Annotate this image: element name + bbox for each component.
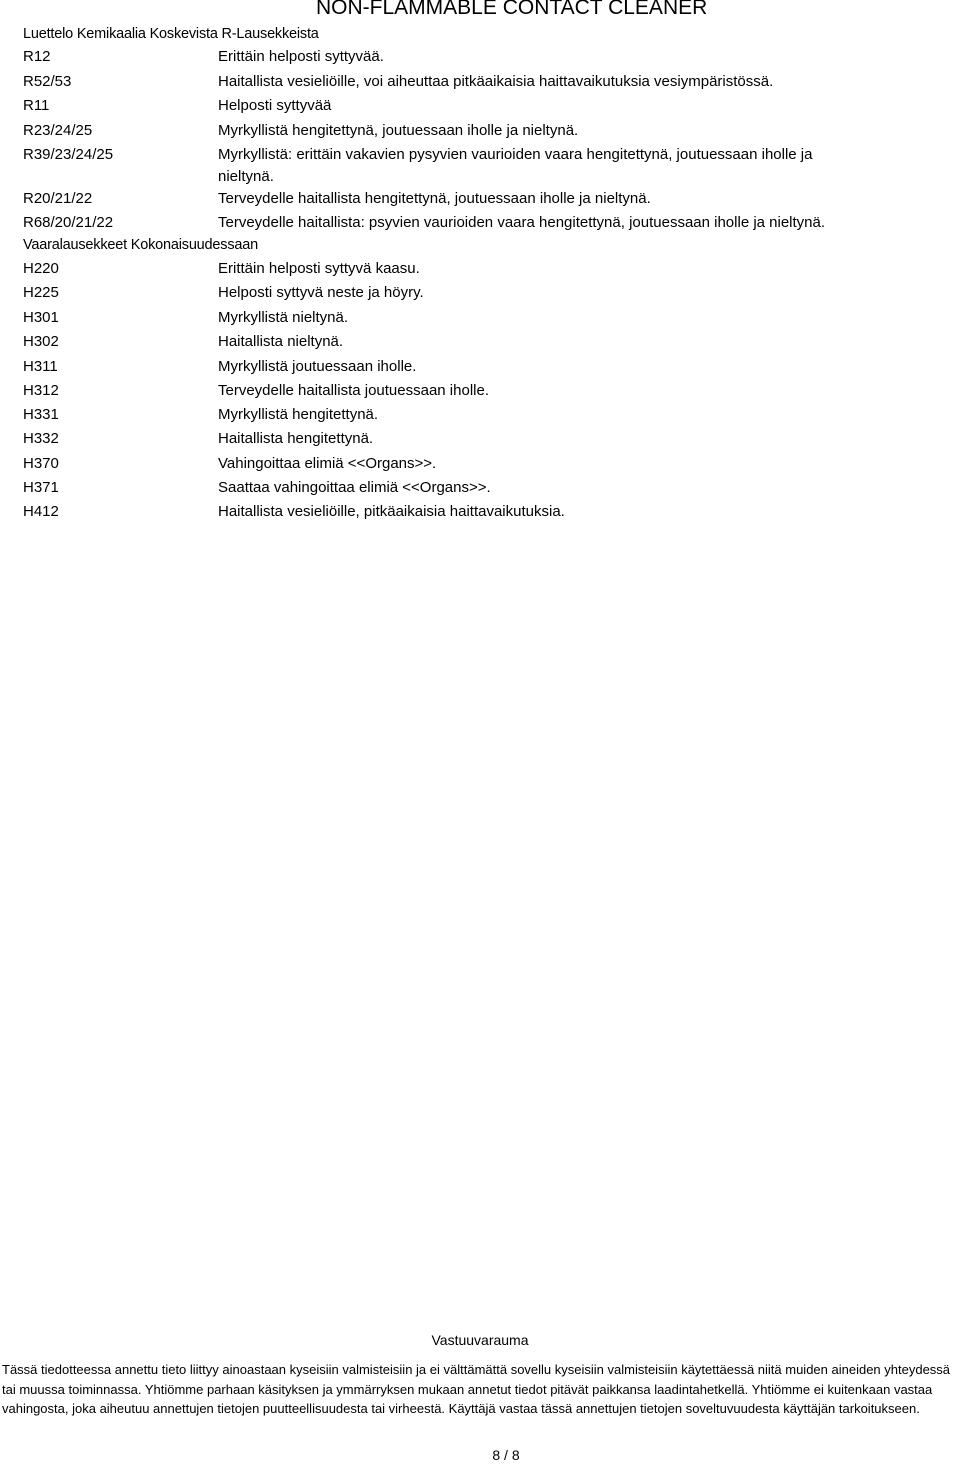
h-phrase-code: H312 [23,382,59,399]
h-phrase-code: H311 [23,358,58,375]
r-phrase-code: R39/23/24/25 [23,146,114,163]
h-phrase-text: Haitallista vesieliöille, pitkäaikaisia haittavaikutuksia. [218,503,565,520]
h-phrase-text: Helposti syttyvä neste ja höyry. [218,284,424,301]
r-phrase-code: R68/20/21/22 [23,214,114,231]
h-phrase-text: Vahingoittaa elimiä <<Organs>>. [218,455,437,472]
r-phrase-text: Myrkyllistä: erittäin vakavien pysyvien vaurioiden vaara hengitettynä, joutuessaan iholle ja nieltynä. [218,146,813,185]
h-phrase-code: H331 [23,406,59,423]
h-phrase-code: H220 [23,260,59,277]
h-phrase-text: Terveydelle haitallista joutuessaan iholle. [218,382,489,399]
r-phrase-text: Terveydelle haitallista hengitettynä, joutuessaan iholle ja nieltynä. [218,190,651,207]
h-phrase-text: Myrkyllistä hengitettynä. [218,406,379,423]
h-phrase-code: H412 [23,503,59,520]
h-phrase-text: Erittäin helposti syttyvä kaasu. [218,260,420,277]
r-phrase-code: R20/21/22 [23,190,93,207]
h-phrase-code: H332 [23,430,59,447]
h-phrase-text: Haitallista hengitettynä. [218,430,374,447]
h-phrase-code: H371 [23,479,59,496]
document-title: NON-FLAMMABLE CONTACT CLEANER [316,0,708,19]
disclaimer-text: Tässä tiedotteessa annettu tieto liittyy ainoastaan kyseisiin valmisteisiin ja ei välttämättä sovellu kyseisiin valmisteisiin käytettäessä niitä muiden aineiden yhteydessä tai muussa toiminnassa. Yhtiömme parhaan käsityksen ja ymmärryksen mukaan annetut tiedot pitävät paikkansa laadintahetkellä. Yhtiömme ei kuitenkaan vastaa vahingosta, joka aiheutuu annettujen tietojen puutteellisuudesta tai virheestä. Käyttäjä vastaa tässä annettujen tietojen soveltuvuudesta käyttäjän tarkoitukseen. [2,1362,951,1416]
page-number: 8 / 8 [492,1447,520,1463]
h-phrase-text: Saattaa vahingoittaa elimiä <<Organs>>. [218,479,491,496]
h-phrase-text: Myrkyllistä joutuessaan iholle. [218,358,417,375]
r-phrase-text: Myrkyllistä hengitettynä, joutuessaan iholle ja nieltynä. [218,122,579,139]
r-phrase-text: Terveydelle haitallista: psyvien vaurioiden vaara hengitettynä, joutuessaan iholle ja nieltynä. [218,214,826,231]
h-phrase-text: Myrkyllistä nieltynä. [218,309,349,326]
r-phrase-code: R11 [23,97,50,114]
r-phrase-code: R23/24/25 [23,122,93,139]
r-phrase-text: Erittäin helposti syttyvää. [218,48,384,65]
disclaimer-title: Vastuuvarauma [431,1332,529,1348]
h-phrase-text: Haitallista nieltynä. [218,333,344,350]
r-phrase-code: R52/53 [23,73,72,90]
r-phrase-code: R12 [23,48,51,65]
r-phrase-text: Haitallista vesieliöille, voi aiheuttaa pitkäaikaisia haittavaikutuksia vesiympäristössä. [218,73,774,90]
h-phrase-code: H370 [23,455,59,472]
r-phrase-text: Helposti syttyvää [218,97,332,114]
h-phrases-heading: Vaaralausekkeet Kokonaisuudessaan [23,237,258,253]
h-phrase-code: H301 [23,309,59,326]
h-phrase-code: H225 [23,284,59,301]
h-phrase-code: H302 [23,333,59,350]
r-phrases-heading: Luettelo Kemikaalia Koskevista R-Lausekkeista [23,26,319,42]
